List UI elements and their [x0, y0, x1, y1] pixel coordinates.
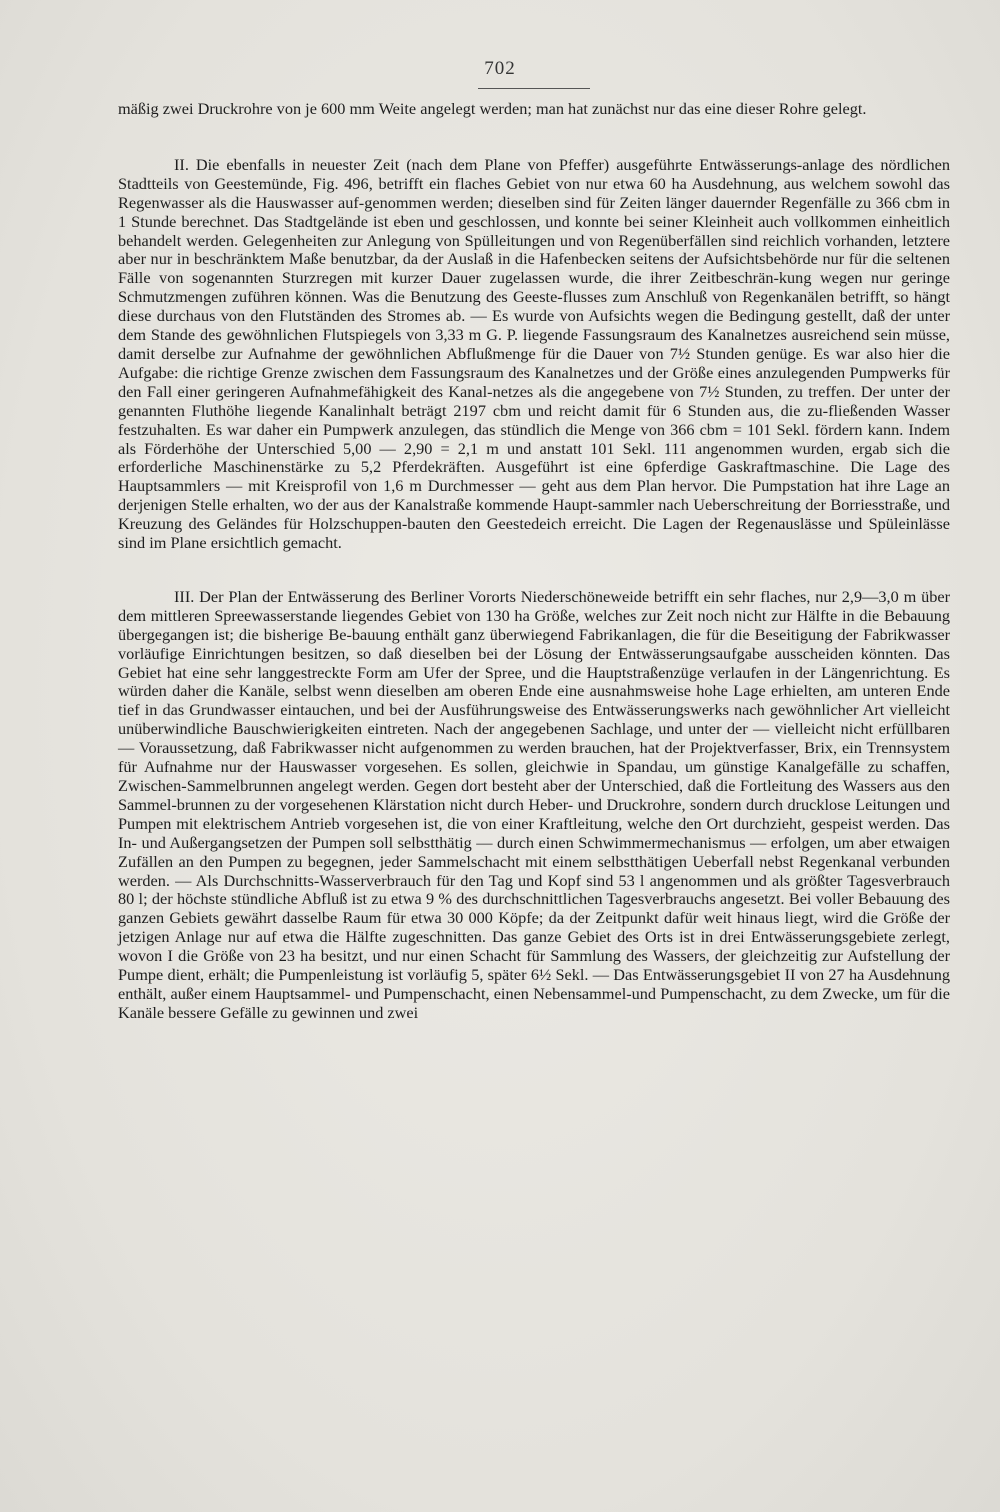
paragraph-section-iii: III. Der Plan der Entwässerung des Berliner Vororts Niederschöneweide betrifft ein sehr flaches, nur 2,9—3,0 m über dem mittleren Spreewasserstande liegendes Gebiet von 130 ha Größe, welches zur Zeit noch nicht zur Hälfte in die Bebauung übergegangen ist; die bisherige Be-bauung enthält ganz überwiegend Fabrikanlagen, die für die Beseitigung der Fabrikwasser vorläufige Einrichtungen besitzen, so daß dieselben bei der Lösung der Entwässerungsaufgabe ausscheiden könnten. Das Gebiet hat eine sehr langgestreckte Form am Ufer der Spree, und die Hauptstraßenzüge verlaufen in der Längenrichtung. Es würden daher die Kanäle, selbst wenn dieselben am oberen Ende eine ausnahmsweise hohe Lage erhielten, am unteren Ende tief in das Grundwasser eintauchen, und bei der Ausführungsweise des Entwässerungswerks nach gewöhnlicher Art vielleicht unüberwindliche Bauschwierigkeiten eintreten. Nach der angegebenen Sachlage, und unter der — vielleicht nicht erfüllbaren — Voraussetzung, daß Fabrikwasser nicht aufgenommen zu werden brauchen, hat der Projektverfasser, Brix, ein Trennsystem für Aufnahme nur der Hauswasser vorgesehen. Es sollen, gleichwie in Spandau, um günstige Kanalgefälle zu schaffen, Zwischen-Sammelbrunnen angelegt werden. Gegen dort besteht aber der Unterschied, daß die Fortleitung des Wassers aus den Sammel-brunnen zu der vorgesehenen Klärstation nicht durch Heber- und Druckrohre, sondern durch drucklose Leitungen und Pumpen mit elektrischem Antrieb vorgesehen ist, die von einer Kraftleitung, welche den Ort durchzieht, gespeist werden. Das In- und Außergangsetzen der Pumpen soll selbstthätig — durch einen Schwimmermechanismus — erfolgen, um aber etwaigen Zufällen an den Pumpen zu begegnen, jeder Sammelschacht mit einem selbstthätigen Ueberfall nebst Regenkanal verbunden werden. — Als Durchschnitts-Wasserverbrauch für den Tag und Kopf sind 53 l angenommen und als größter Tagesverbrauch 80 l; der höchste stündliche Abfluß ist zu etwa 9 % des durchschnittlichen Tagesverbrauchs angesetzt. Bei voller Bebauung des ganzen Gebiets gewährt dasselbe Raum für etwa 30 000 Köpfe; da der Zeitpunkt dafür weit hinaus liegt, wird die Größe der jetzigen Anlage nur auf etwa die Hälfte zugeschnitten. Das ganze Gebiet des Orts ist in drei Entwässerungsgebiete zerlegt, wovon I die Größe von 23 ha besitzt, und nur einen Schacht für Sammlung des Wassers, der gleichzeitig zur Aufstellung der Pumpe dient, erhält; die Pumpenleistung ist vorläufig 5, später 6½ Sekl. — Das Entwässerungsgebiet II von 27 ha Ausdehnung enthält, außer einem Hauptsammel- und Pumpenschacht, einen Nebensammel-und Pumpenschacht, zu dem Zwecke, um für die Kanäle bessere Gefälle zu gewinnen und zwei: [118, 586, 950, 1022]
paragraph-continuation: mäßig zwei Druckrohre von je 600 mm Weite angelegt werden; man hat zunächst nur das eine dieser Rohre gelegt.: [118, 99, 867, 118]
body-text: [118, 100, 950, 1023]
page-number-rule: [478, 88, 590, 89]
page-number: 702: [484, 58, 516, 79]
paragraph-section-ii: II. Die ebenfalls in neuester Zeit (nach dem Plane von Pfeffer) ausgeführte Entwässerungs-anlage des nördlichen Stadtteils von Geestemünde, Fig. 496, betrifft ein flaches Gebiet von nur etwa 60 ha Ausdehnung, aus welchem sowohl das Regenwasser als die Hauswasser auf-genommen werden; dieselben sind für Zeiten länger dauernder Regenfälle zu 366 cbm in 1 Stunde berechnet. Das Stadtgelände ist eben und geschlossen, und konnte bei seiner Kleinheit auch vollkommen einheitlich behandelt werden. Gelegenheiten zur Anlegung von Spülleitungen und von Regenüberfällen sind reichlich vorhanden, letztere aber nur in beschränktem Maße benutzbar, da der Auslaß in die Hafenbecken seitens der Aufsichtsbehörde nur für die seltenen Fälle von sogenannten Sturzregen mit kurzer Dauer zugelassen wurde, die ihrer Zeitbeschrän-kung wegen nur geringe Schmutzmengen zuführen können. Was die Benutzung des Geeste-flusses zum Anschluß von Regenkanälen betrifft, so hängt diese durchaus von den Flutständen des Stromes ab. — Es wurde von Aufsichts wegen die Bedingung gestellt, daß der unter dem Stande des gewöhnlichen Flutspiegels von 3,33 m G. P. liegende Fassungsraum des Kanalnetzes ausreichend sein müsse, damit derselbe zur Aufnahme der gewöhnlichen Abflußmenge für die Dauer von 7½ Stunden genüge. Es war also hier die Aufgabe: die richtige Grenze zwischen dem Fassungsraum des Kanalnetzes und der Größe eines anzulegenden Pumpwerks für den Fall einer geringeren Aufnahmefähigkeit des Kanal-netzes als die angegebene von 7½ Stunden, zu treffen. Der unter der genannten Fluthöhe liegende Kanalinhalt beträgt 2197 cbm und reicht damit für 6 Stunden aus, die zu-fließenden Wasser festzuhalten. Es war daher ein Pumpwerk anzulegen, das stündlich die Menge von 366 cbm = 101 Sekl. fördern kann. Indem als Förderhöhe der Unterschied 5,00 — 2,90 = 2,1 m und anstatt 101 Sekl. 111 angenommen wurden, ergab sich die erforderliche Maschinenstärke zu 5,2 Pferdekräften. Ausgeführt ist eine 6pferdige Gaskraftmaschine. Die Lage des Hauptsammlers — mit Kreisprofil von 1,6 m Durchmesser — geht aus dem Plan hervor. Die Pumpstation hat ihre Lage an derjenigen Stelle erhalten, wo der aus der Kanalstraße kommende Haupt-sammler nach Ueberschreitung der Borriesstraße, und Kreuzung des Geländes für Holzschuppen-bauten den Geestedeich erreicht. Die Lagen der Regenauslässe und Spüleinlässe sind im Plane ersichtlich gemacht.: [118, 154, 950, 553]
